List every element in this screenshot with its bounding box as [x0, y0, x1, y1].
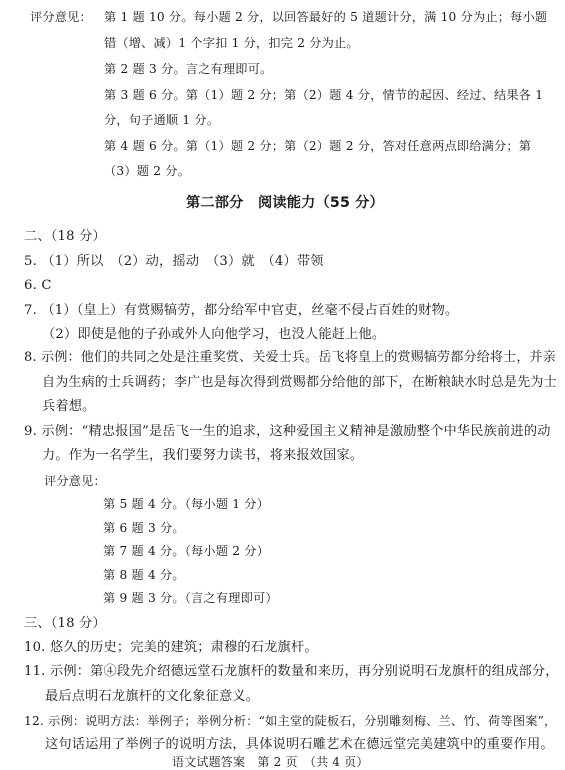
scoring-q9: 第 9 题 3 分。（言之有理即可）: [103, 591, 278, 605]
scoring-q2: 第 2 题 3 分。言之有理即可。: [104, 62, 273, 76]
scoring-q3-line1: 第 3 题 6 分。第（1）题 2 分；第（2）题 4 分，情节的起因、经过、结果各 1: [104, 88, 544, 102]
part-three-header: 三、（18 分）: [24, 616, 106, 631]
scoring-q8: 第 8 题 4 分。: [103, 568, 185, 582]
page-footer: 语文试题答案 第 2 页 （共 4 页）: [172, 755, 369, 769]
answer-q9-line1: 9. 示例：“精忠报国”是岳飞一生的追求，这种爱国主义精神是激励整个中华民族前进的动: [24, 424, 551, 439]
scoring-label-part1: 评分意见：: [30, 10, 92, 24]
scoring-q6: 第 6 题 3 分。: [103, 521, 185, 535]
answer-q8-line2: 自为生病的士兵调药；李广也是每次得到赏赐都分给他的部下，在断粮缺水时总是先为士: [42, 375, 557, 390]
scoring-q7: 第 7 题 4 分。（每小题 2 分）: [103, 544, 270, 558]
answer-q8-line3: 兵着想。: [42, 399, 96, 414]
section-title: 第二部分 阅读能力（55 分）: [186, 195, 384, 211]
part-two-header: 二、（18 分）: [24, 229, 106, 244]
scoring-q1-line1: 第 1 题 10 分。每小题 2 分，以回答最好的 5 道题计分，满 10 分为止；每小题: [104, 10, 548, 24]
answer-q7-2: （2）即使是他的子孙或外人向他学习，也没人能赶上他。: [42, 327, 386, 342]
answer-q12-line1: 12. 示例：说明方法：举例子；举例分析：“如主堂的陡板石，分别雕刻梅、兰、竹、荷等图案”，: [24, 714, 557, 728]
answer-q9-line2: 力。作为一名学生，我们要努力读书，将来报效国家。: [42, 448, 364, 463]
answer-q12-line2: 这句话运用了举例子的说明方法，具体说明石雕艺术在德远堂完美建筑中的重要作用。: [45, 737, 554, 752]
scoring-q5: 第 5 题 4 分。（每小题 1 分）: [103, 497, 270, 511]
scoring-q4-line2: （3）题 2 分。: [104, 164, 190, 178]
answer-q7-1: 7. （1）（皇上）有赏赐犒劳，都分给军中官吏，丝毫不侵占百姓的财物。: [24, 303, 459, 318]
answer-q8-line1: 8. 示例：他们的共同之处是注重奖赏、关爱士兵。岳飞将皇上的赏赐犒劳都分给将士，并亲: [24, 350, 556, 365]
scoring-label-part2: 评分意见：: [44, 474, 106, 488]
answer-q10: 10. 悠久的历史；完美的建筑；肃穆的石龙旗杆。: [24, 640, 318, 655]
answer-q6: 6. C: [24, 278, 52, 293]
answer-q11-line1: 11. 示例：第④段先介绍德远堂石龙旗杆的数量和来历，再分别说明石龙旗杆的组成部分，: [24, 664, 559, 679]
answer-q5: 5. （1）所以 （2）动，摇动 （3）就 （4）带领: [24, 254, 324, 269]
scoring-q1-line2: 错（增、减）1 个字扣 1 分，扣完 2 分为止。: [104, 36, 359, 50]
scoring-q4-line1: 第 4 题 6 分。第（1）题 2 分；第（2）题 2 分，答对任意两点即给满分；第: [104, 139, 532, 153]
scoring-q3-line2: 分，句子通顺 1 分。: [104, 113, 220, 127]
answer-q11-line2: 最后点明石龙旗杆的文化象征意义。: [45, 689, 260, 704]
